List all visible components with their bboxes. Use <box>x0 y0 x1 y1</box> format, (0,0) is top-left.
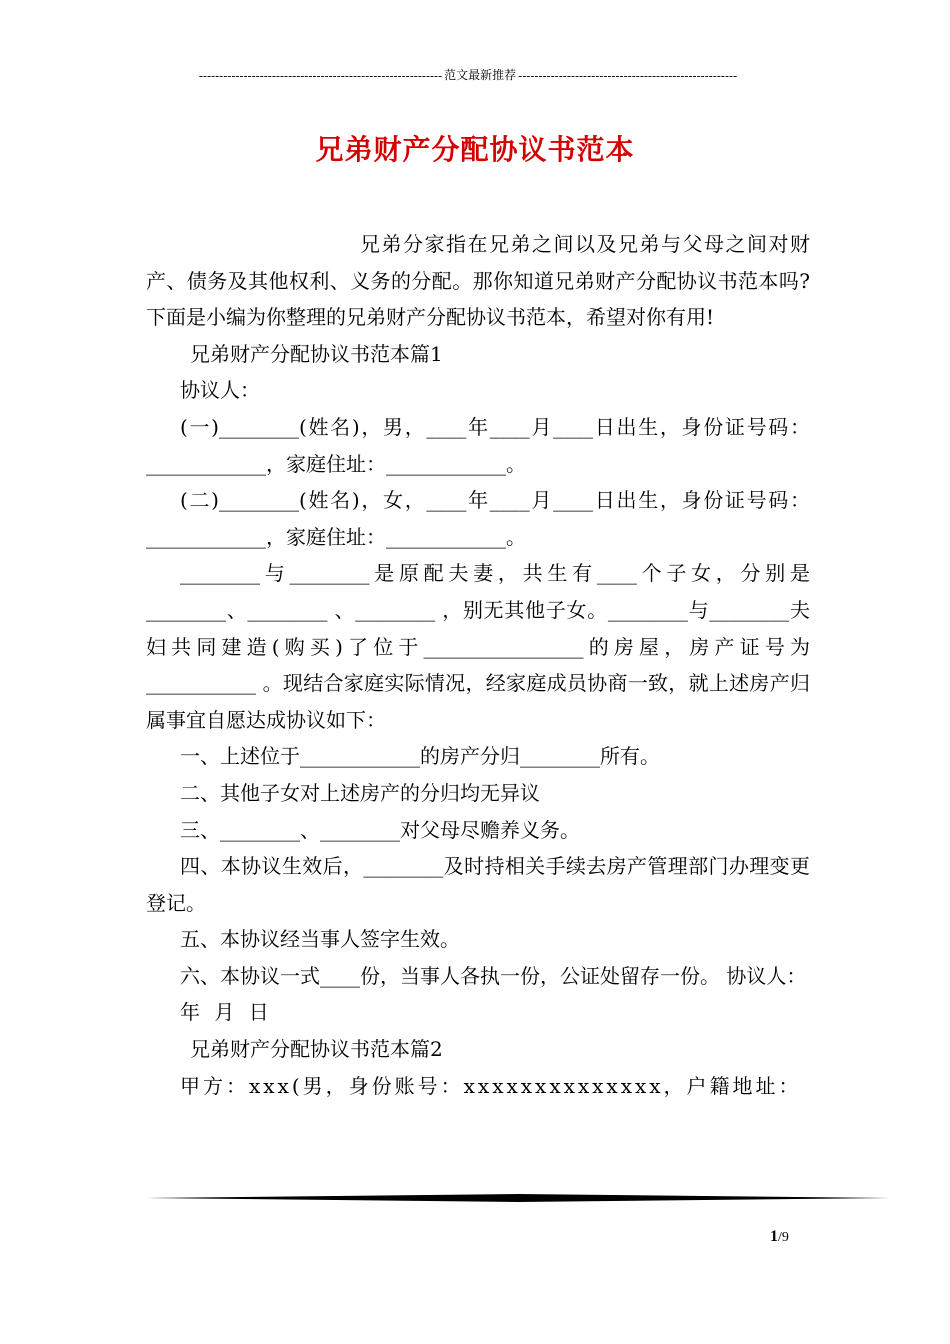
parties-label: 协议人： <box>180 378 260 403</box>
party-a-line: 甲方：xxx(男，身份账号：xxxxxxxxxxxxxx，户籍地址： <box>180 1073 802 1098</box>
party-two: (二)________(姓名)，女，____年____月____日出生，身份证号码：____________，家庭住址：____________。 <box>146 488 810 549</box>
clause-2: 二、其他子女对上述房产的分归均无异议 <box>180 780 540 805</box>
intro-paragraph: 兄弟分家指在兄弟之间以及兄弟与父母之间对财产、债务及其他权利、义务的分配。那你知道兄弟财产分配协议书范本吗?下面是小编为你整理的兄弟财产分配协议书范本，希望对你有用! <box>146 232 810 330</box>
page-separator: / <box>778 1230 782 1245</box>
page-header <box>146 66 790 83</box>
clause-5: 五、本协议经当事人签字生效。 <box>180 927 460 952</box>
header-tag: 范文最新推荐 <box>444 68 517 82</box>
page-total: 9 <box>781 1230 789 1245</box>
clause-4: 四、本协议生效后，________及时持相关手续去房产管理部门办理变更登记。 <box>146 854 810 915</box>
section-heading-1: 兄弟财产分配协议书范本篇1 <box>190 341 443 366</box>
document-title: 兄弟财产分配协议书范本 <box>315 133 635 166</box>
clause-6: 六、本协议一式____份，当事人各执一份，公证处留存一份。 协议人： <box>180 963 807 988</box>
document-body <box>146 226 810 1104</box>
header-right-dashes: ------------------------------------------------------ <box>518 68 738 83</box>
page-current: 1 <box>770 1228 778 1245</box>
background-paragraph: ________与________是原配夫妻，共生有____个子女，分别是________、________ 、________ ，别无其他子女。________与________夫妇共同建造(购买)了位于________________的房屋，房产证号为___________ 。现结合家庭实际情况，经家庭成员协商一致，就上述房产归属事宜自愿达成协议如下： <box>146 561 810 732</box>
header-left-dashes: ------------------------------------------------------------ <box>198 68 443 83</box>
footer-divider <box>146 1194 890 1202</box>
clause-3: 三、________、________对父母尽赡养义务。 <box>180 817 580 842</box>
section-heading-2: 兄弟财产分配协议书范本篇2 <box>190 1037 443 1062</box>
date-line: 年 月 日 <box>180 1000 269 1025</box>
page-number <box>770 1228 789 1246</box>
party-one: (一)________(姓名)，男，____年____月____日出生，身份证号码：____________，家庭住址：____________。 <box>146 414 810 476</box>
clause-1: 一、上述位于____________的房产分归________所有。 <box>180 744 660 769</box>
